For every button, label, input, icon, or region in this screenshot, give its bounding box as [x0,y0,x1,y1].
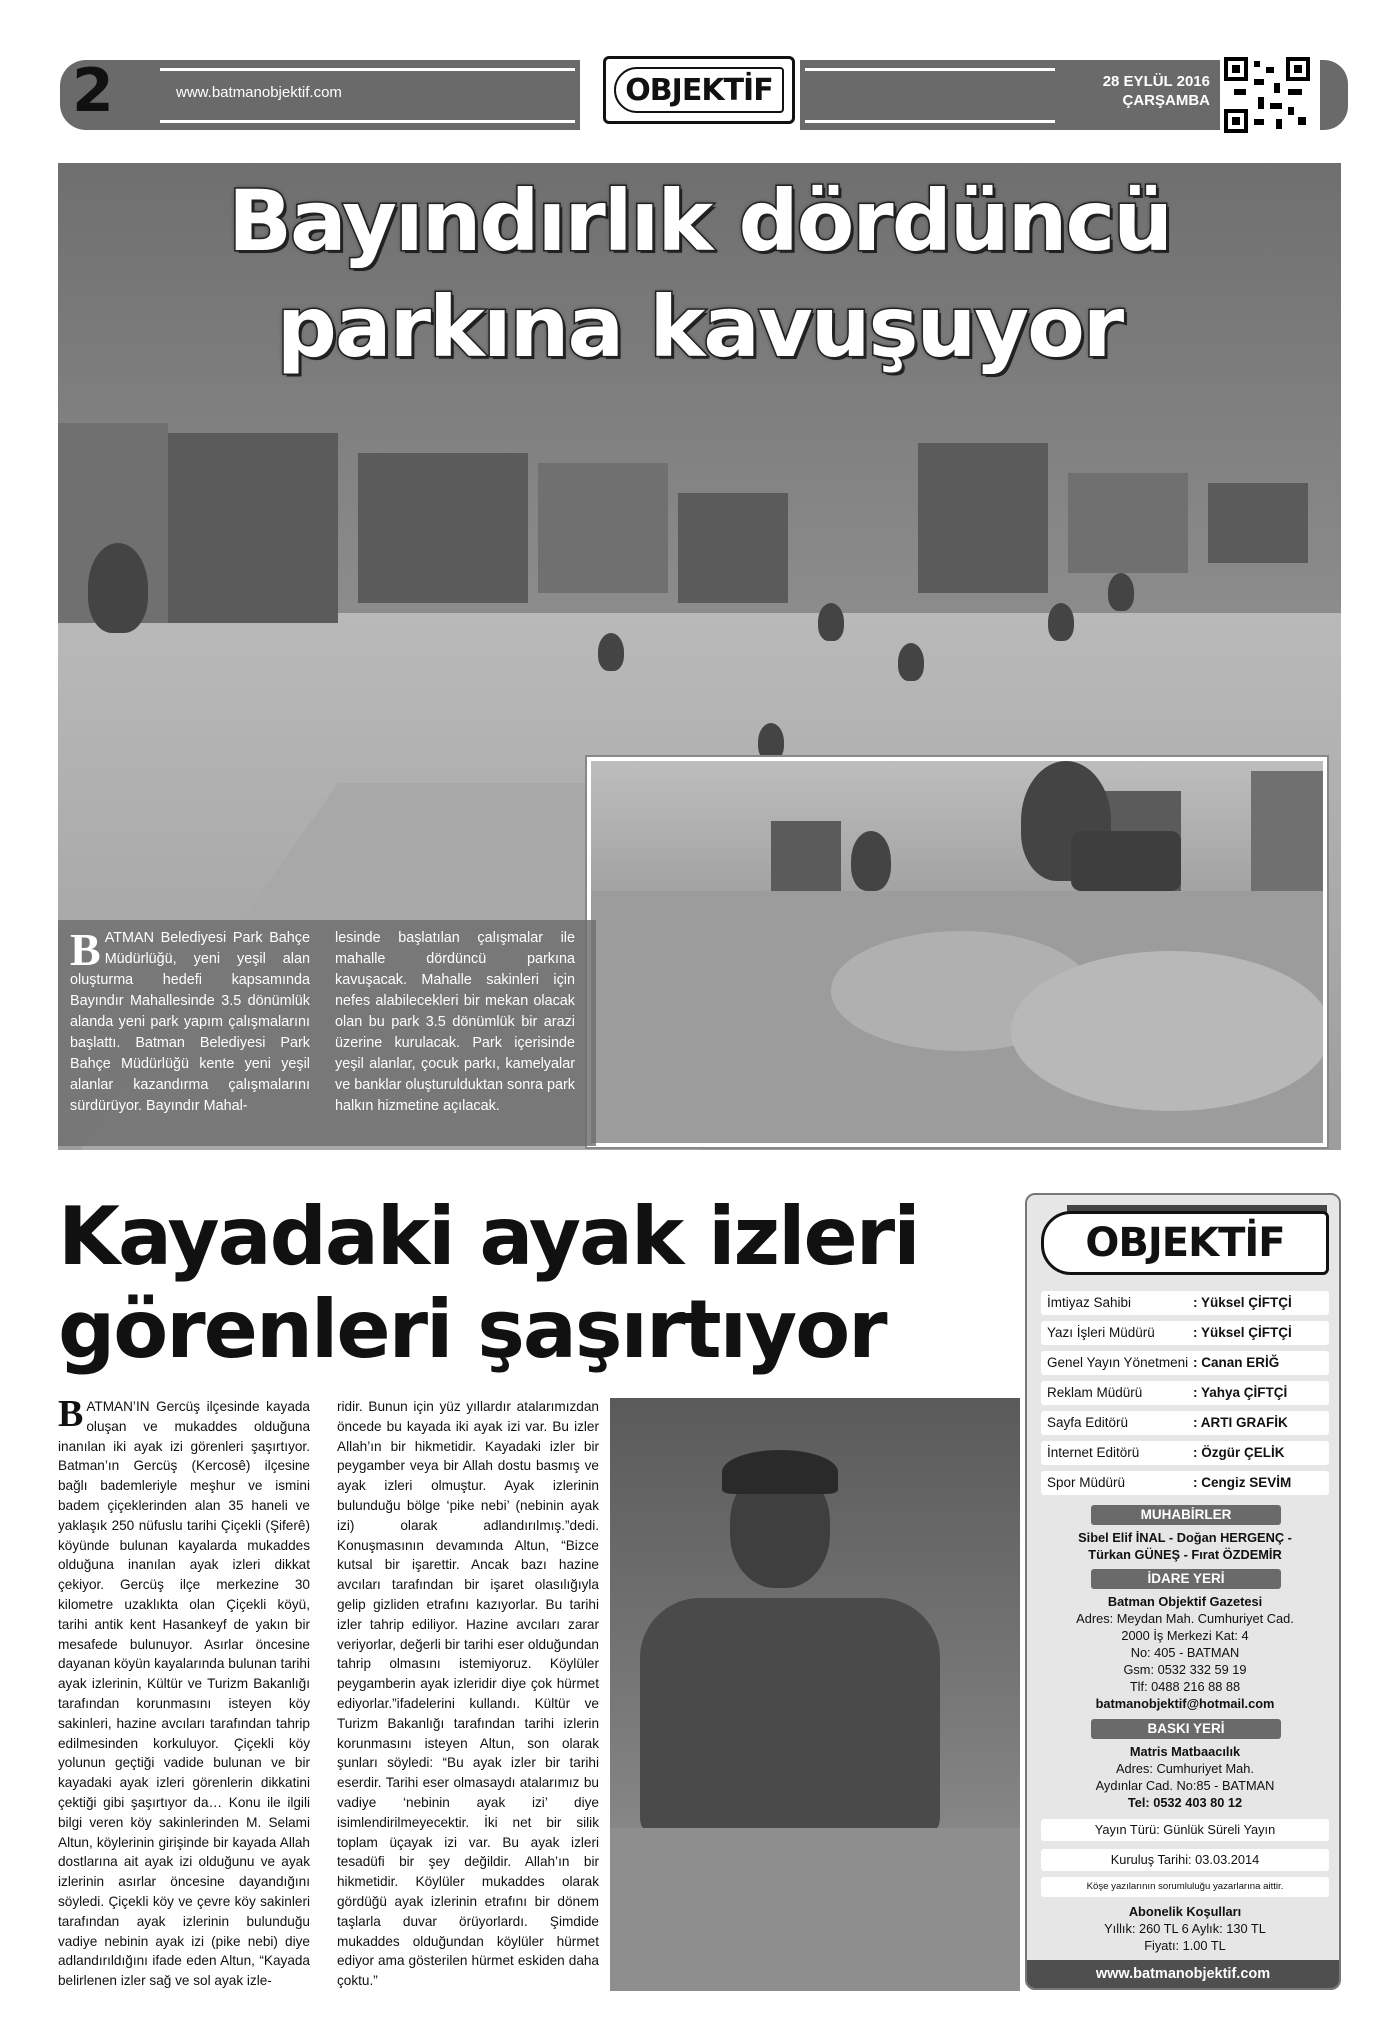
printer-name: Matris Matbaacılık [1129,1744,1241,1759]
staff-row [1041,1321,1329,1345]
excavator [1071,831,1181,891]
article-1-column-1 [70,924,310,1117]
section-title: MUHABİRLER [1091,1505,1281,1525]
article-1-text-2: lesinde başlatılan çalışmalar ile mahalle dördüncü parkına kavuşacak. Mahalle sakinleri için nefes alabilecekleri bir mekan olacak olan bu park 3.5 dönümlük bir arazi üzerine kurulacak. Park içerisinde yeşil alanlar, çocuk parkı, kamelyalar ve banklar oluşturulduktan sonra park halkın hizmetine açılacak. [335,930,575,1114]
tree [88,543,148,633]
weekday-text: ÇARŞAMBA [1122,92,1210,109]
article-2-column-1 [58,1393,310,1991]
building [1208,483,1308,563]
subscription-title: Abonelik Koşulları [1128,1904,1242,1919]
staff-row [1041,1291,1329,1315]
article-2-text-1: ATMAN’IN Gercüş ilçesinde kayada oluşan ve mukaddes olduğuna inanılan iki ayak izi görenleri şaşırtıyor. Batman’ın Gercüş (Kercosê) ilçesine bağlı bademleriyle meşhur ve ismini badem çiçeklerinden alan 35 haneli ve yaklaşık 250 nüfuslu tarihi Çiçekli (Şiferê) köyünde bulunan kayalarda mukaddes olduğuna inanılan ayak izleri dikkat çekiyor. Gercüş ilçe merkezine 30 kilometre uzaklıkta olan Çiçekli köyü, tarihi antik kent Hasankeyf de yakın bir mesafede bulunuyor. Asırlar öncesine dayanan köyün kayalarında bulunan tarihi ayak izlerinin, Kültür ve Turizm Bakanlığı tarafından korunmasını isteyen köy sakinleri, hazine avcıları tarafından tahrip edilmesinden korkuluyor. Çiçekli köy yolunun geçtiği vadide bulunan ve bir kayadaki ayak izleri görenlerin dikkatini çektiği gibi şaşırtıyor da… Konu ile ilgili bilgi veren köy sakinlerinden M. Selami Altun, köylerinin girişinde bir kayada Allah dostlarına ait ayak izi olduğunu ve ayak izlerinin asırlar öncesine dayandığını söyledi. Çiçekli köy ve çevre köy sakinleri tarafından ayak izlerinin bulunduğu vadiye nebinin ayak izi (pike nebi) diye adlandırıldığını ifade eden Altun, “Kayada belirlenen izler sağ ve sol ayak izle- [58,1399,310,1989]
article-2-text-2: ridir. Bunun için yüz yıllardır atalarımızdan öncede bu kayada iki ayak izi var. Bu izler Allah’ın bir hikmetidir. Kayadaki izler bir peygamber veya bir Allah dostu basmış ve ayak izleri olmuştur. Ayak izlerinin bulunduğu bölge ‘pike nebi’ (nebinin ayak izi) olarak adlandırılmış.”dedi. Konuşmasının devamında Altun, “Bizce kutsal bir işarettir. Ancak bazı hazine avcıları tarafından bir işaret olasılığıyla gelip gizliden etrafını kazıyorlar. Bu tarihi izler tahrip ediliyor. Hazine avcıları zarar veriyorlar, değerli bir tarihi eser olduğundan tahrip olmasını istemiyoruz. Köylüler peygamberin ayak izleridir diye çok hürmet ediyorlar.”ifadelerini kullandı. Kültür ve Turizm Bakanlığı tarafından tarihi izlerin korunmasını isteyen Altun, son olarak şunları söyledi: “Bu ayak izler bir tarihi eserdir. Tarihi eser olmasaydı atalarımız bu vadiye ‘nebinin ayak izi’ diye isimlendirilmeyecektir. İki net bir silik toplam üçayak izi var. Bu ayak izleri tesadüfi bir şey değildir. Allah’ın bir hikmetidir. Köylüler mukaddes olarak gördüğü ayak izlerinin etrafını bir dönem taşlarla duvar örüyorlardı. Şimdide mukaddes olduğundan köylüler hürmet ediyor ama gösterilen hürmet eskiden daha çoktu.” [337,1399,599,1989]
staff-role: Spor Müdürü [1047,1475,1126,1490]
subscription-prices: Yıllık: 260 TL 6 Aylık: 130 TL [1104,1921,1266,1936]
headline-1-line-1: Bayındırlık dördüncü [227,172,1172,270]
page-number: 2 [72,56,114,126]
headline-2-line-1: Kayadaki ayak izleri [58,1190,919,1283]
office-address: Adres: Meydan Mah. Cumhuriyet Cad. [1076,1611,1294,1626]
header-stripe [160,68,575,71]
columnist-note: Köşe yazılarının sorumluluğu yazarlarına aittir. [1041,1877,1329,1897]
building [918,443,1048,593]
staff-row [1041,1471,1329,1495]
building [771,821,841,891]
drop-cap: B [58,1393,84,1435]
tree [898,643,924,681]
tree [598,633,624,671]
article-1-column-2 [335,928,575,1117]
staff-row [1041,1411,1329,1435]
building [1251,771,1327,891]
article-1-text-1: ATMAN Belediyesi Park Bahçe Müdürlüğü, yeni yeşil alan oluşturma hedefi kapsamında Bayındır Mahallesinde 3.5 dönümlük alanda yeni park yapım çalışmalarını başlattı. Batman Belediyesi Park Bahçe Müdürlüğü kente yeni yeşil alanlar kazandırma çalışmalarını sürdürüyor. Bayındır Mahal- [70,930,310,1114]
tree [851,831,891,891]
building [538,463,668,593]
header-band-cap [1320,60,1348,130]
staff-role: Genel Yayın Yönetmeni [1047,1355,1189,1370]
staff-name: : Yahya ÇİFTÇİ [1193,1385,1288,1400]
printer-phone: Tel: 0532 403 80 12 [1127,1795,1243,1810]
staff-role: Reklam Müdürü [1047,1385,1143,1400]
inset-photo-excavator [587,757,1327,1147]
header-date [1060,72,1210,110]
publication-type: Yayın Türü: Günlük Süreli Yayın [1041,1819,1329,1841]
section-title: BASKI YERİ [1091,1719,1281,1739]
staff-role: Yazı İşleri Müdürü [1047,1325,1155,1340]
header-logo[interactable] [603,56,795,124]
man-body [640,1598,940,1838]
masthead-footer-url[interactable]: www.batmanobjektif.com [1027,1960,1339,1988]
staff-name: : Canan ERİĞ [1193,1355,1280,1370]
staff-name: : Yüksel ÇİFTÇİ [1193,1325,1292,1340]
building [678,493,788,603]
staff-name: : Özgür ÇELİK [1193,1445,1285,1460]
staff-name: : Cengiz SEVİM [1193,1475,1292,1490]
headline-2-line-2: görenleri şaşırtıyor [58,1283,886,1376]
staff-row [1041,1381,1329,1405]
masthead-box [1025,1193,1341,1990]
inset-sky [591,761,1323,891]
tree [1048,603,1074,641]
reporters-line: Türkan GÜNEŞ - Fırat ÖZDEMİR [1088,1547,1282,1562]
printer-address: Aydınlar Cad. No:85 - BATMAN [1095,1778,1275,1793]
staff-role: İnternet Editörü [1047,1445,1140,1460]
header-stripe [160,120,575,123]
man-cap [722,1450,838,1494]
tree [758,723,784,761]
date-text: 28 EYLÜL 2016 [1102,73,1210,90]
office-name: Batman Objektif Gazetesi [1107,1594,1263,1609]
office-address: 2000 İş Merkezi Kat: 4 [1121,1628,1249,1643]
drop-cap: B [70,924,101,975]
logo-text: OBJEKTİF [614,67,784,113]
article-2-column-2 [337,1397,599,1991]
header-url[interactable]: www.batmanobjektif.com [176,84,342,101]
staff-role: Sayfa Editörü [1047,1415,1129,1430]
printer-address: Adres: Cumhuriyet Mah. [1116,1761,1254,1776]
reporters-line: Sibel Elif İNAL - Doğan HERGENÇ - [1078,1530,1292,1545]
building [1068,473,1188,573]
rock [610,1828,1020,1991]
headline-1-line-2: parkına kavuşuyor [276,278,1123,376]
staff-name: : Yüksel ÇİFTÇİ [1193,1295,1292,1310]
staff-row [1041,1351,1329,1375]
building [358,453,528,603]
staff-row [1041,1441,1329,1465]
office-email[interactable]: batmanobjektif@hotmail.com [1095,1696,1275,1711]
staff-name: : ARTI GRAFİK [1193,1415,1288,1430]
building [168,433,338,623]
qr-code-icon[interactable] [1222,55,1312,135]
office-phone: Tlf: 0488 216 88 88 [1129,1679,1241,1694]
tree [1108,573,1134,611]
founding-date: Kuruluş Tarihi: 03.03.2014 [1041,1849,1329,1871]
office-gsm: Gsm: 0532 332 59 19 [1123,1662,1247,1677]
photo-man-footprints [610,1398,1020,1991]
header-stripe [805,68,1055,71]
tree [818,603,844,641]
staff-role: İmtiyaz Sahibi [1047,1295,1132,1310]
dirt-mound [1011,951,1327,1111]
price: Fiyatı: 1.00 TL [1144,1938,1226,1953]
header-stripe [805,120,1055,123]
masthead-logo: OBJEKTİF [1041,1211,1329,1275]
section-title: İDARE YERİ [1091,1569,1281,1589]
office-address: No: 405 - BATMAN [1130,1645,1240,1660]
